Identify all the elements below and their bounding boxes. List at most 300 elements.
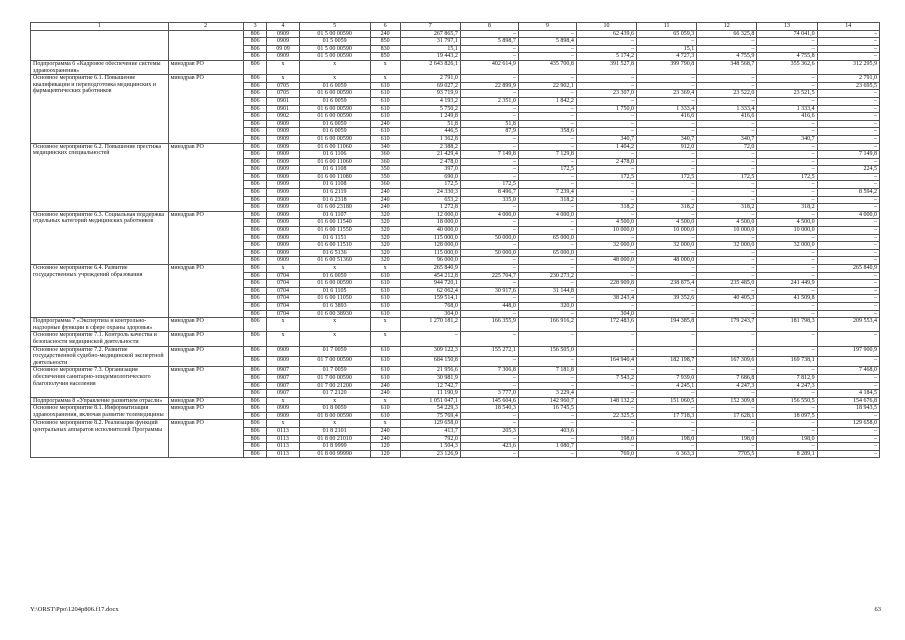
table-cell: – <box>576 287 636 295</box>
table-cell: 806 <box>243 38 267 46</box>
table-cell: Основное мероприятие 6.3. Социальная поддержка отдельных категорий медицинских работников <box>31 211 169 264</box>
table-cell: – <box>817 90 879 98</box>
table-cell: – <box>518 265 576 273</box>
table-cell: 01 6 1108 <box>299 166 370 174</box>
table-cell: 230 273,2 <box>518 272 576 280</box>
table-cell: 267 865,7 <box>400 30 460 38</box>
table-cell: x <box>267 265 299 273</box>
table-cell: 154 676,8 <box>817 397 879 405</box>
table-cell: – <box>697 97 757 105</box>
table-cell: 74 041,0 <box>757 30 817 38</box>
table-cell: 241 449,9 <box>757 280 817 288</box>
table-cell: 850 <box>370 53 400 61</box>
table-cell: 5 898,7 <box>460 38 518 46</box>
table-cell: 0902 <box>267 113 299 121</box>
table-cell: 830 <box>370 45 400 53</box>
table-cell: – <box>817 105 879 113</box>
table-cell: 23 521,5 <box>757 90 817 98</box>
table-cell: 850 <box>370 38 400 46</box>
table-cell: 240 <box>370 435 400 443</box>
table-cell: 01 6 2119 <box>299 189 370 197</box>
table-cell: 312 295,9 <box>817 60 879 74</box>
table-cell: – <box>637 211 697 219</box>
table-cell: 806 <box>243 346 267 356</box>
table-cell: 21 429,4 <box>400 151 460 159</box>
table-cell: 0909 <box>267 151 299 159</box>
table-cell: – <box>697 151 757 159</box>
table-cell: 653,2 <box>400 196 460 204</box>
table-cell: 0909 <box>267 173 299 181</box>
table-cell: 12 742,7 <box>400 382 460 390</box>
table-cell: x <box>299 332 370 346</box>
table-cell: – <box>817 272 879 280</box>
table-cell: минздрав РО <box>168 75 243 143</box>
table-cell: – <box>518 257 576 265</box>
table-cell: минздрав РО <box>168 143 243 211</box>
table-cell: – <box>460 374 518 382</box>
table-cell: Основное мероприятие 6.4. Развитие государственных учреждений образования <box>31 265 169 318</box>
table-cell: 423,6 <box>460 443 518 451</box>
table-cell: 194 385,8 <box>637 318 697 332</box>
table-cell: 17 628,1 <box>697 412 757 420</box>
table-cell: 38 243,4 <box>576 295 636 303</box>
table-cell: 610 <box>370 113 400 121</box>
table-cell: 2 388,2 <box>400 143 460 151</box>
table-cell: 5 <box>299 23 370 31</box>
table-cell: 21 956,6 <box>400 367 460 375</box>
table-cell: 320 <box>370 257 400 265</box>
table-cell: 403,6 <box>518 428 576 436</box>
table-cell: 610 <box>370 272 400 280</box>
table-cell <box>168 30 243 60</box>
table-cell: 01 6 00 11060 <box>299 143 370 151</box>
table-cell: 01 6 00 51360 <box>299 257 370 265</box>
table-cell: – <box>460 166 518 174</box>
table-cell: минздрав РО <box>168 420 243 458</box>
table-cell: 151 060,5 <box>637 397 697 405</box>
table-cell: Основное мероприятие 8.2. Реализация функций центральных аппаратов исполнителей Программы <box>31 420 169 458</box>
table-cell: 806 <box>243 257 267 265</box>
table-cell: – <box>518 75 576 83</box>
table-cell: 164 940,4 <box>576 356 636 366</box>
table-cell: 0909 <box>267 412 299 420</box>
table-cell: – <box>757 420 817 428</box>
table-cell: – <box>697 196 757 204</box>
table-cell: – <box>637 367 697 375</box>
table-cell: – <box>697 166 757 174</box>
table-cell: 0909 <box>267 204 299 212</box>
table-cell: – <box>637 390 697 398</box>
table-cell: 0909 <box>267 143 299 151</box>
table-cell: 0909 <box>267 211 299 219</box>
table-cell: 806 <box>243 204 267 212</box>
table-cell: x <box>299 420 370 428</box>
table-cell: 610 <box>370 374 400 382</box>
table-cell: 806 <box>243 310 267 318</box>
table-cell: 610 <box>370 302 400 310</box>
table-cell: 198,0 <box>757 435 817 443</box>
table-row <box>31 346 880 356</box>
table-cell: – <box>576 128 636 136</box>
table-cell: минздрав РО <box>168 60 243 74</box>
table-cell: – <box>817 280 879 288</box>
table-cell: – <box>576 443 636 451</box>
table-cell <box>31 30 169 60</box>
table-cell: Основное мероприятие 6.2. Повышение престижа медицинских специальностей <box>31 143 169 211</box>
table-cell: – <box>757 302 817 310</box>
table-cell: – <box>757 257 817 265</box>
table-cell: – <box>576 45 636 53</box>
table-cell: – <box>637 420 697 428</box>
table-cell: минздрав РО <box>168 265 243 318</box>
table-cell: – <box>697 287 757 295</box>
table-cell: – <box>697 272 757 280</box>
table-cell: 448,0 <box>460 302 518 310</box>
table-cell: 402 614,9 <box>460 60 518 74</box>
table-cell: x <box>370 75 400 83</box>
table-cell: 198,0 <box>576 435 636 443</box>
table-cell: – <box>697 189 757 197</box>
table-cell: 2 791,0 <box>400 75 460 83</box>
table-cell: 9 <box>518 23 576 31</box>
table-cell: 09 09 <box>267 45 299 53</box>
table-cell: – <box>817 113 879 121</box>
table-cell: – <box>518 412 576 420</box>
table-row <box>31 405 880 413</box>
table-cell: – <box>817 242 879 250</box>
table-cell: – <box>817 257 879 265</box>
table-cell: – <box>576 382 636 390</box>
table-cell: – <box>697 158 757 166</box>
table-cell: – <box>697 332 757 346</box>
table-cell: 0909 <box>267 189 299 197</box>
table-cell: 39 352,6 <box>637 295 697 303</box>
table-cell: 11 190,9 <box>400 390 460 398</box>
table-cell: 01 6 3893 <box>299 302 370 310</box>
table-cell: 806 <box>243 53 267 61</box>
table-cell: – <box>697 257 757 265</box>
table-cell: 8 <box>460 23 518 31</box>
table-cell: 0901 <box>267 97 299 105</box>
table-cell: 10 <box>576 23 636 31</box>
table-cell: – <box>757 211 817 219</box>
table-cell: 806 <box>243 249 267 257</box>
table-cell: – <box>576 151 636 159</box>
table-cell: 0909 <box>267 120 299 128</box>
table-cell: – <box>576 75 636 83</box>
table-cell: – <box>637 128 697 136</box>
table-cell: 806 <box>243 356 267 366</box>
table-cell: 355 362,6 <box>757 60 817 74</box>
table-cell: 01 6 00 11050 <box>299 295 370 303</box>
table-cell: – <box>697 82 757 90</box>
table-cell: 32 000,0 <box>757 242 817 250</box>
table-cell: 225 704,7 <box>460 272 518 280</box>
table-cell: 806 <box>243 332 267 346</box>
table-cell: – <box>697 443 757 451</box>
table-cell: – <box>817 332 879 346</box>
table-cell: – <box>518 310 576 318</box>
table-cell: – <box>576 272 636 280</box>
table-cell: 172,5 <box>576 173 636 181</box>
table-cell: 4 245,1 <box>637 382 697 390</box>
table-cell: 01 6 00 38930 <box>299 310 370 318</box>
table-cell: – <box>757 82 817 90</box>
table-cell: 240 <box>370 382 400 390</box>
table-cell: 413,7 <box>400 428 460 436</box>
table-cell: 01 6 0059 <box>299 97 370 105</box>
table-cell: 129 658,0 <box>400 420 460 428</box>
table-cell: – <box>460 30 518 38</box>
table-cell: 18 943,5 <box>817 405 879 413</box>
table-cell: 01 8 00 00590 <box>299 412 370 420</box>
table-cell: – <box>576 38 636 46</box>
table-cell: 198,0 <box>697 435 757 443</box>
table-cell: – <box>637 302 697 310</box>
table-cell: 01 6 1106 <box>299 151 370 159</box>
table-cell: – <box>460 242 518 250</box>
table-cell: – <box>637 287 697 295</box>
table-cell: 318,2 <box>697 204 757 212</box>
table-cell: 806 <box>243 272 267 280</box>
table-cell: 806 <box>243 382 267 390</box>
table-cell: – <box>697 181 757 189</box>
table-cell: – <box>460 204 518 212</box>
table-cell: 806 <box>243 318 267 332</box>
table-cell: – <box>637 75 697 83</box>
table-cell: – <box>576 346 636 356</box>
table-row <box>31 367 880 375</box>
table-cell: 5 898,4 <box>518 38 576 46</box>
table-cell: 4 727,3 <box>637 53 697 61</box>
table-cell: 806 <box>243 196 267 204</box>
table-cell: – <box>576 196 636 204</box>
table-cell: 159 514,1 <box>400 295 460 303</box>
table-cell: 806 <box>243 367 267 375</box>
table-cell: 50 000,0 <box>460 249 518 257</box>
table-cell: 806 <box>243 75 267 83</box>
table-cell: – <box>757 181 817 189</box>
table-cell: 806 <box>243 105 267 113</box>
table-cell: 48 000,0 <box>576 257 636 265</box>
table-cell: 0909 <box>267 249 299 257</box>
table-cell: 0909 <box>267 405 299 413</box>
table-cell: 01 6 1107 <box>299 211 370 219</box>
table-cell: 22 325,5 <box>576 412 636 420</box>
table-cell: – <box>576 97 636 105</box>
table-cell: 806 <box>243 405 267 413</box>
table-cell: 72,0 <box>697 143 757 151</box>
table-cell: – <box>518 45 576 53</box>
table-row <box>31 143 880 151</box>
table-cell: 1 333,4 <box>637 105 697 113</box>
table-cell: 96 000,0 <box>400 257 460 265</box>
table-cell: 1 <box>31 23 169 31</box>
table-cell: 0909 <box>267 257 299 265</box>
table-cell: x <box>267 332 299 346</box>
table-cell: – <box>697 234 757 242</box>
table-cell: 2 478,0 <box>576 158 636 166</box>
table-cell: – <box>697 211 757 219</box>
table-cell: – <box>697 346 757 356</box>
table-cell: – <box>576 428 636 436</box>
table-cell: x <box>267 420 299 428</box>
table-cell: 01 8 0059 <box>299 405 370 413</box>
table-cell: Основное мероприятие 7.1. Контроль качества и безопасности медицинской деятельности <box>31 332 169 346</box>
table-cell: 0907 <box>267 367 299 375</box>
table-cell: 0704 <box>267 302 299 310</box>
table-cell: 806 <box>243 234 267 242</box>
table-cell: 806 <box>243 97 267 105</box>
header-row <box>31 23 880 31</box>
table-cell: – <box>637 249 697 257</box>
table-row <box>31 420 880 428</box>
table-cell: 18 540,3 <box>460 405 518 413</box>
table-cell: 12 000,0 <box>400 211 460 219</box>
table-cell: – <box>460 382 518 390</box>
table-cell: 01 8 00 99990 <box>299 450 370 458</box>
table-cell: 240 <box>370 30 400 38</box>
table-cell: 335,0 <box>460 196 518 204</box>
table-cell: 309 122,3 <box>400 346 460 356</box>
table-cell: 320 <box>370 249 400 257</box>
table-cell: Подпрограмма 8 «Управление развитием отрасли» <box>31 397 169 405</box>
table-cell: 768,0 <box>400 302 460 310</box>
table-cell: 397,0 <box>400 166 460 174</box>
table-cell: 4 193,2 <box>400 97 460 105</box>
table-cell: 806 <box>243 280 267 288</box>
table-cell: 318,2 <box>757 204 817 212</box>
table-cell: 1 333,4 <box>757 105 817 113</box>
budget-table <box>30 22 880 458</box>
table-cell: – <box>817 143 879 151</box>
table-cell: 610 <box>370 295 400 303</box>
table-cell: – <box>757 265 817 273</box>
table-cell: 610 <box>370 346 400 356</box>
table-cell: 01 6 00 11080 <box>299 173 370 181</box>
table-cell: – <box>697 302 757 310</box>
table-cell: – <box>518 204 576 212</box>
table-cell: 454 212,8 <box>400 272 460 280</box>
table-cell: 416,6 <box>697 113 757 121</box>
table-cell: 1 051 047,1 <box>400 397 460 405</box>
table-cell: 182 198,7 <box>637 356 697 366</box>
table-cell: 2 791,0 <box>817 75 879 83</box>
table-cell: – <box>817 428 879 436</box>
table-cell: – <box>460 420 518 428</box>
table-cell: 265 840,9 <box>400 265 460 273</box>
table-cell: – <box>757 97 817 105</box>
table-cell: 01 6 00 00590 <box>299 280 370 288</box>
table-cell: – <box>757 75 817 83</box>
table-cell: – <box>637 310 697 318</box>
table-cell: – <box>757 346 817 356</box>
table-cell: 181 798,3 <box>757 318 817 332</box>
table-cell: – <box>576 189 636 197</box>
table-cell: – <box>576 249 636 257</box>
table-cell: 156 550,5 <box>757 397 817 405</box>
table-cell: 169 738,1 <box>757 356 817 366</box>
table-cell: 01 7 00 00590 <box>299 374 370 382</box>
table-cell: 01 6 00 11060 <box>299 158 370 166</box>
table-cell: 2 351,0 <box>460 97 518 105</box>
table-cell: 01 8 9999 <box>299 443 370 451</box>
table-cell: 51,8 <box>460 120 518 128</box>
table-cell: – <box>460 265 518 273</box>
table-cell: 4 247,3 <box>757 382 817 390</box>
table-cell: 610 <box>370 128 400 136</box>
table-cell: 240 <box>370 390 400 398</box>
table-cell: 806 <box>243 120 267 128</box>
table-cell: – <box>757 38 817 46</box>
table-cell: – <box>637 151 697 159</box>
table-cell: 197 900,9 <box>817 346 879 356</box>
table-cell: – <box>757 405 817 413</box>
table-cell: 610 <box>370 287 400 295</box>
table-cell: 01 8 2101 <box>299 428 370 436</box>
table-cell: 24 330,3 <box>400 189 460 197</box>
table-cell: минздрав РО <box>168 346 243 367</box>
table-cell: 435 700,8 <box>518 60 576 74</box>
table-row <box>31 60 880 74</box>
table-cell: 0907 <box>267 374 299 382</box>
table-cell: – <box>518 90 576 98</box>
table-cell: – <box>518 374 576 382</box>
table-cell: 0704 <box>267 272 299 280</box>
table-cell: 10 000,0 <box>576 227 636 235</box>
table-row <box>31 397 880 405</box>
table-cell: 0909 <box>267 196 299 204</box>
table-cell: 610 <box>370 356 400 366</box>
table-cell: 806 <box>243 412 267 420</box>
table-cell: – <box>757 249 817 257</box>
table-cell: – <box>697 310 757 318</box>
table-cell: 446,5 <box>400 128 460 136</box>
table-cell: 23 522,0 <box>697 90 757 98</box>
table-cell: 806 <box>243 135 267 143</box>
table-cell: 240 <box>370 189 400 197</box>
table-cell: – <box>817 120 879 128</box>
table-cell: – <box>697 249 757 257</box>
table-cell: 318,2 <box>576 204 636 212</box>
table-cell: – <box>576 390 636 398</box>
table-row <box>31 30 880 38</box>
table-cell: 360 <box>370 181 400 189</box>
table-cell: 806 <box>243 211 267 219</box>
table-cell: – <box>697 75 757 83</box>
table-cell: 806 <box>243 450 267 458</box>
table-cell: 120 <box>370 443 400 451</box>
table-cell: x <box>370 265 400 273</box>
table-cell: – <box>518 242 576 250</box>
table-cell: x <box>299 397 370 405</box>
table-cell: – <box>637 265 697 273</box>
table-cell: – <box>817 295 879 303</box>
table-cell: 10 000,0 <box>697 227 757 235</box>
table-cell: – <box>460 412 518 420</box>
table-cell: 179 243,7 <box>697 318 757 332</box>
table-cell: 4 500,0 <box>697 219 757 227</box>
table-cell: 1 362,8 <box>400 135 460 143</box>
table-cell: – <box>637 158 697 166</box>
table-cell: 4 000,0 <box>518 211 576 219</box>
table-cell: 31 797,1 <box>400 38 460 46</box>
table-cell: 0909 <box>267 181 299 189</box>
table-cell: 23 126,9 <box>400 450 460 458</box>
table-cell: – <box>817 287 879 295</box>
table-cell: 0907 <box>267 390 299 398</box>
table-cell: 806 <box>243 219 267 227</box>
